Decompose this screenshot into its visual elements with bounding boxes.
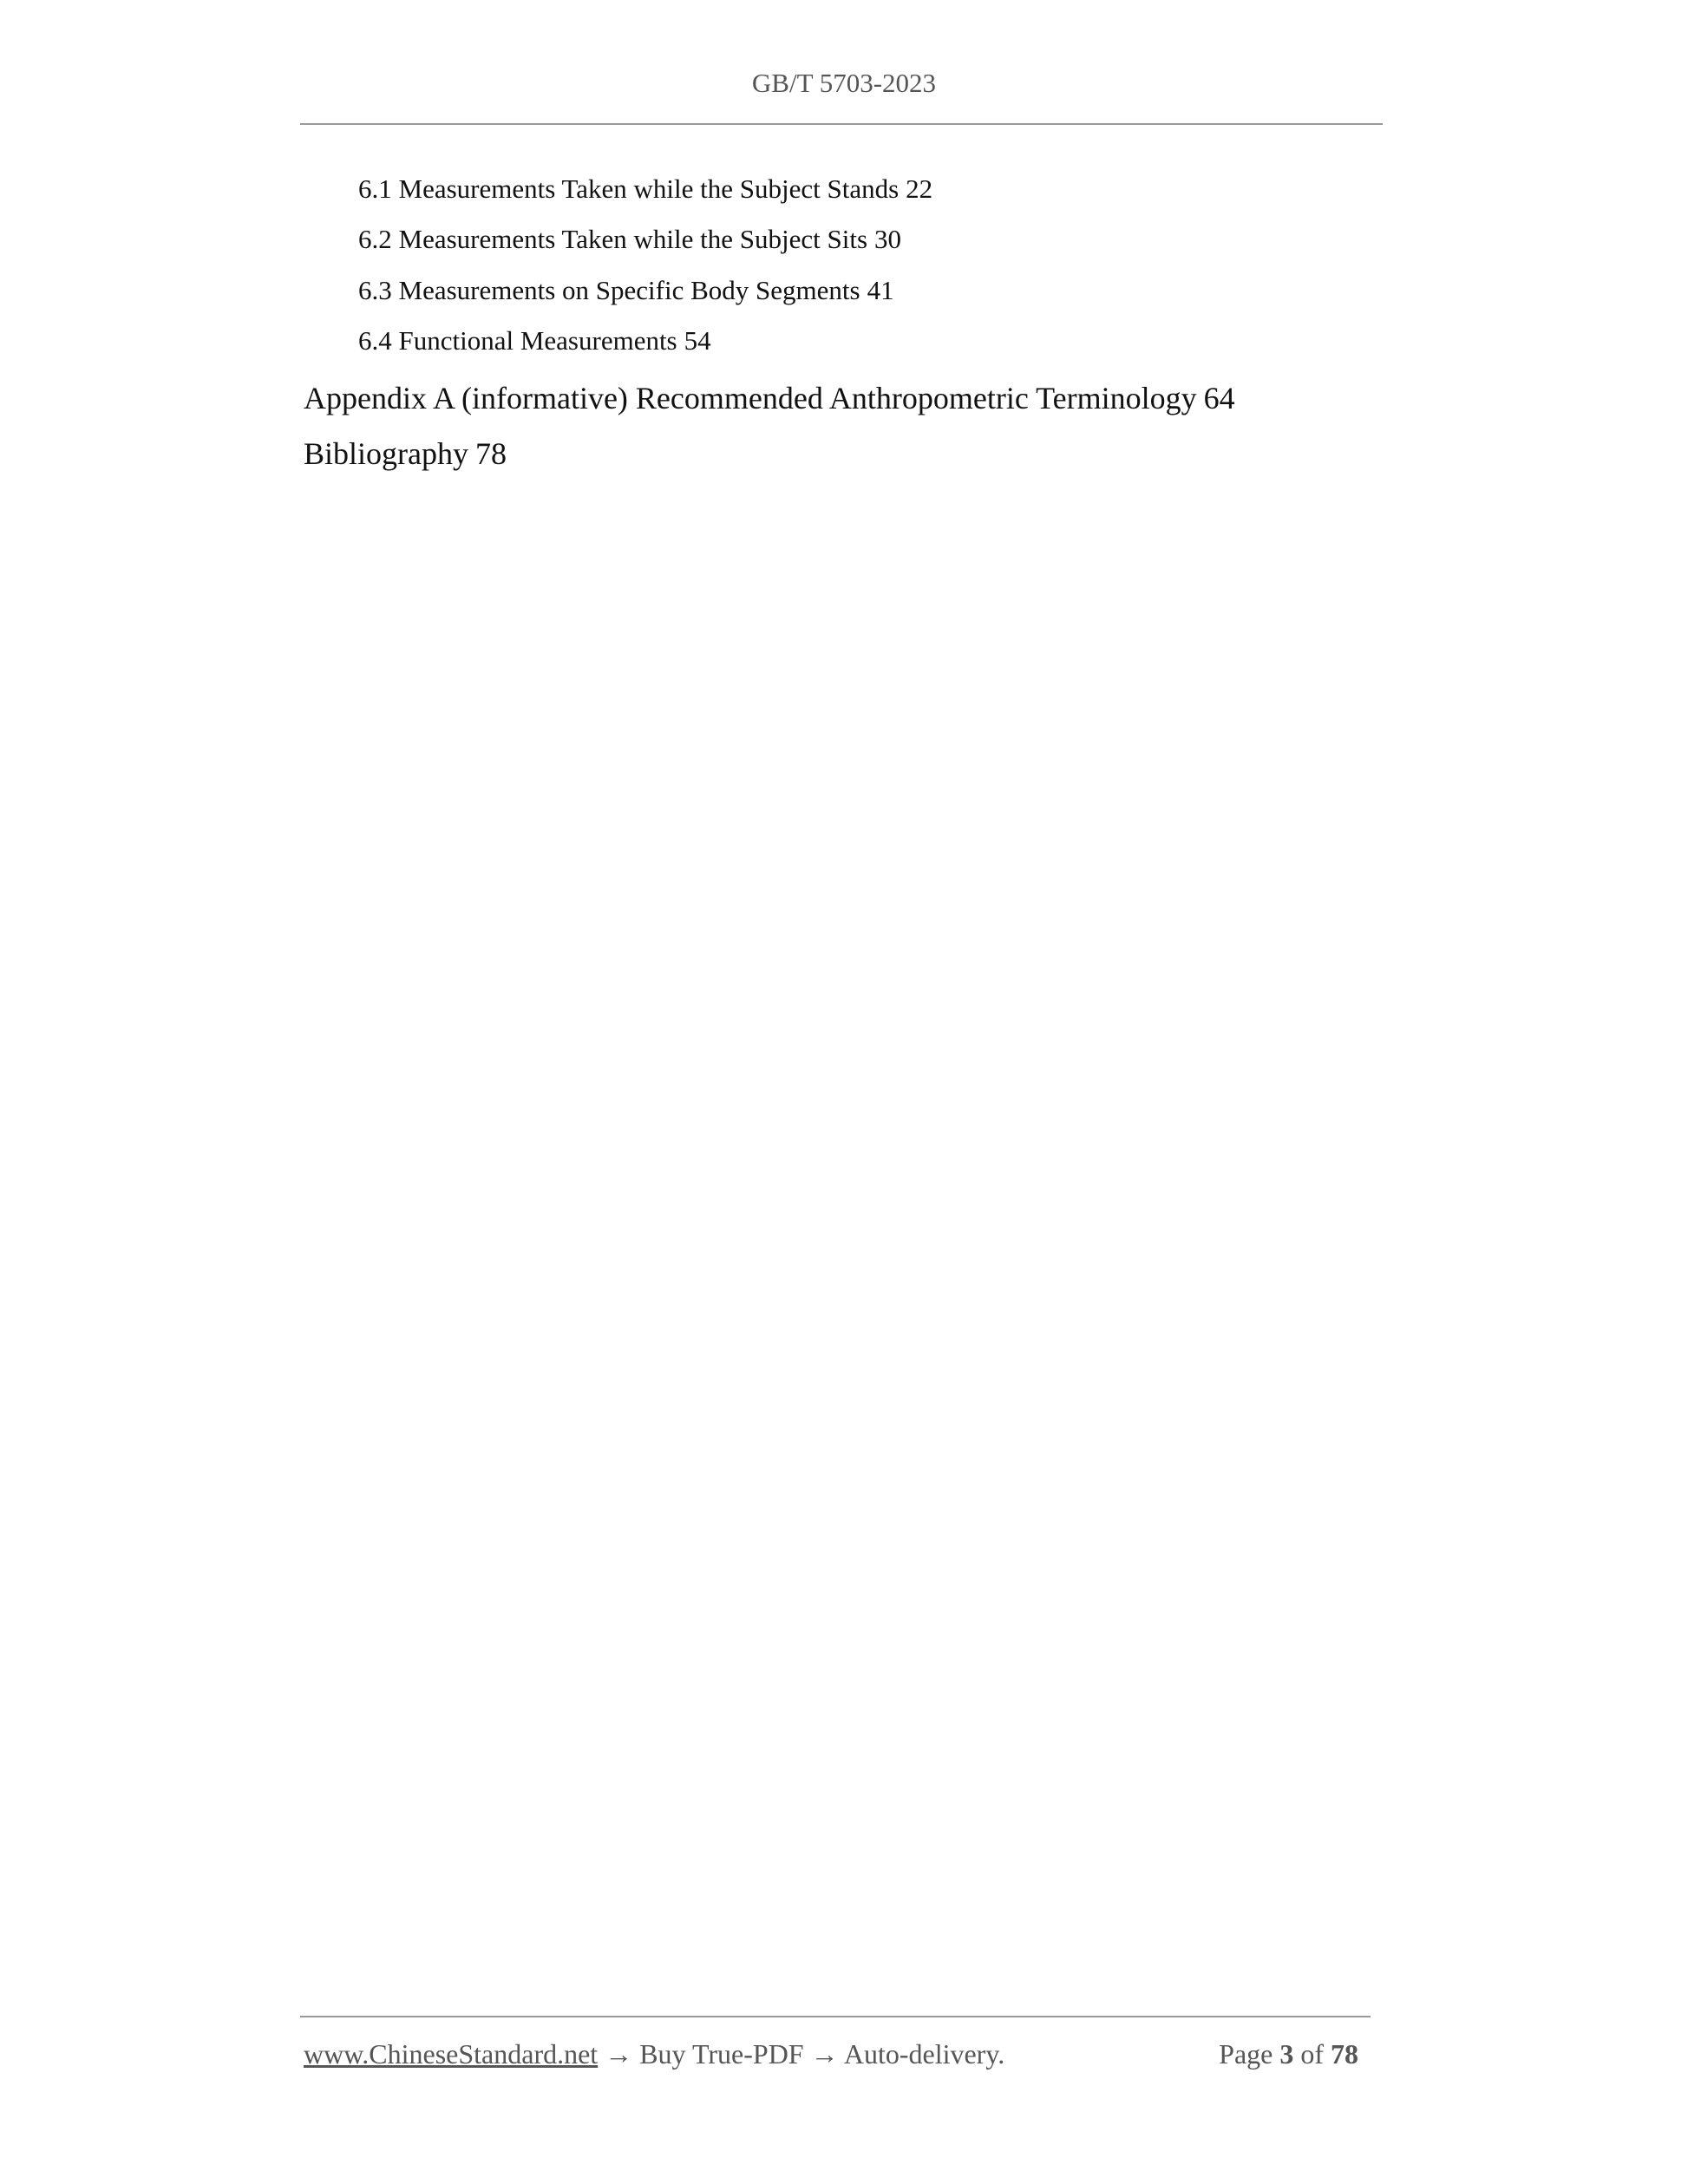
- arrow-right-icon: →: [810, 2038, 839, 2070]
- buy-text: Buy True-PDF: [639, 2038, 804, 2070]
- toc-entry-title: 6.4 Functional Measurements: [358, 325, 677, 356]
- toc-entry-page: 22: [906, 173, 933, 204]
- toc-entry-title: 6.2 Measurements Taken while the Subject Sits: [358, 224, 868, 254]
- website-link[interactable]: www.ChineseStandard.net: [304, 2038, 599, 2070]
- of-label: of: [1300, 2038, 1324, 2070]
- document-header-title: GB/T 5703-2023: [751, 68, 937, 98]
- current-page: 3: [1279, 2038, 1294, 2070]
- toc-entry-page: 64: [1203, 381, 1235, 415]
- toc-entry-page: 54: [684, 325, 711, 356]
- footer-divider: [300, 2016, 1371, 2017]
- header-divider: [300, 123, 1383, 125]
- arrow-right-icon: →: [605, 2038, 633, 2070]
- total-pages: 78: [1331, 2038, 1358, 2070]
- footer-promo: [304, 2038, 1004, 2070]
- toc-entry-page: 41: [867, 275, 894, 305]
- toc-entry-title: Bibliography: [304, 436, 468, 471]
- toc-entry-title: Appendix A (informative) Recommended Anthropometric Terminology: [304, 381, 1197, 415]
- delivery-text: Auto-delivery.: [843, 2038, 1005, 2070]
- page-indicator: [1219, 2038, 1365, 2070]
- toc-entry-title: 6.1 Measurements Taken while the Subject Stands: [358, 173, 900, 204]
- toc-entry-page: 78: [474, 436, 507, 471]
- toc-entry-page: 30: [874, 224, 902, 254]
- toc-entry-title: 6.3 Measurements on Specific Body Segments: [358, 275, 860, 305]
- page-label: Page: [1219, 2038, 1273, 2070]
